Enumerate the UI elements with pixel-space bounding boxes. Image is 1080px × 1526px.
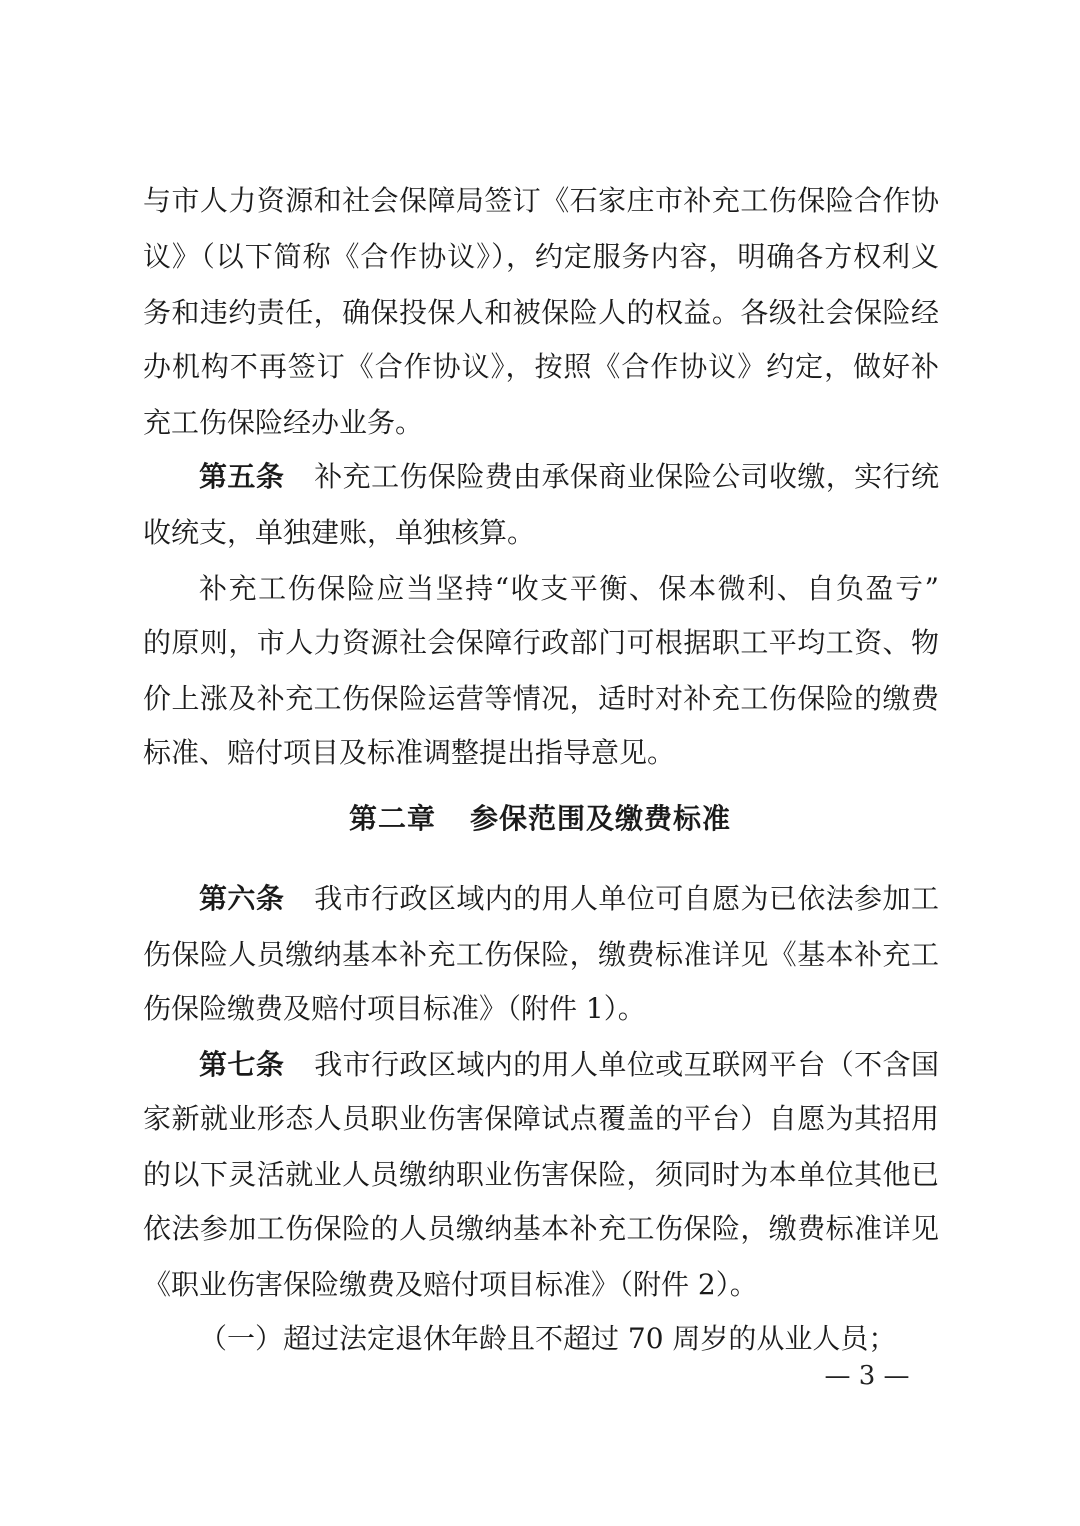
page-number: — 3 — (824, 1361, 910, 1391)
paragraph-line: 伤保险人员缴纳基本补充工伤保险，缴费标准详见《基本补充工 (143, 938, 939, 971)
paragraph-line: 的以下灵活就业人员缴纳职业伤害保险，须同时为本单位其他已 (143, 1158, 939, 1191)
paragraph-line: 标准、赔付项目及标准调整提出指导意见。 (143, 736, 676, 769)
article-label: 第六条 (199, 882, 285, 915)
paragraph-line: 议》（以下简称《合作协议》），约定服务内容，明确各方权利义 (143, 240, 939, 273)
paragraph-line: 充工伤保险经办业务。 (143, 406, 424, 439)
article-7-first-line (199, 1045, 939, 1085)
list-item: （一）超过法定退休年龄且不超过 70 周岁的从业人员； (199, 1322, 897, 1355)
chapter-number: 第二章 (348, 802, 436, 835)
chapter-heading (0, 799, 1080, 839)
paragraph-line: 家新就业形态人员职业伤害保障试点覆盖的平台）自愿为其招用 (143, 1102, 939, 1135)
article-text: 补充工伤保险费由承保商业保险公司收缴，实行统 (314, 460, 939, 493)
paragraph-line: 补充工伤保险应当坚持“收支平衡、保本微利、自负盈亏” (199, 572, 939, 605)
paragraph-line: 《职业伤害保险缴费及赔付项目标准》（附件 2）。 (143, 1268, 758, 1301)
article-label: 第五条 (199, 460, 285, 493)
paragraph-line: 办机构不再签订《合作协议》，按照《合作协议》约定，做好补 (143, 350, 939, 383)
article-label: 第七条 (199, 1048, 285, 1081)
article-text: 我市行政区域内的用人单位可自愿为已依法参加工 (314, 882, 939, 915)
paragraph-line: 务和违约责任，确保投保人和被保险人的权益。各级社会保险经 (143, 296, 939, 329)
article-text: 我市行政区域内的用人单位或互联网平台（不含国 (314, 1048, 939, 1081)
paragraph-line: 的原则，市人力资源社会保障行政部门可根据职工平均工资、物 (143, 626, 939, 659)
paragraph-line: 与市人力资源和社会保障局签订《石家庄市补充工伤保险合作协 (143, 184, 939, 217)
article-5-first-line (199, 457, 939, 497)
paragraph-line: 价上涨及补充工伤保险运营等情况，适时对补充工伤保险的缴费 (143, 682, 939, 715)
article-6-first-line (199, 879, 939, 919)
paragraph-line: 伤保险缴费及赔付项目标准》（附件 1）。 (143, 992, 646, 1025)
chapter-title: 参保范围及缴费标准 (470, 802, 732, 835)
paragraph-line: 依法参加工伤保险的人员缴纳基本补充工伤保险，缴费标准详见 (143, 1212, 939, 1245)
paragraph-line: 收统支，单独建账，单独核算。 (143, 516, 536, 549)
